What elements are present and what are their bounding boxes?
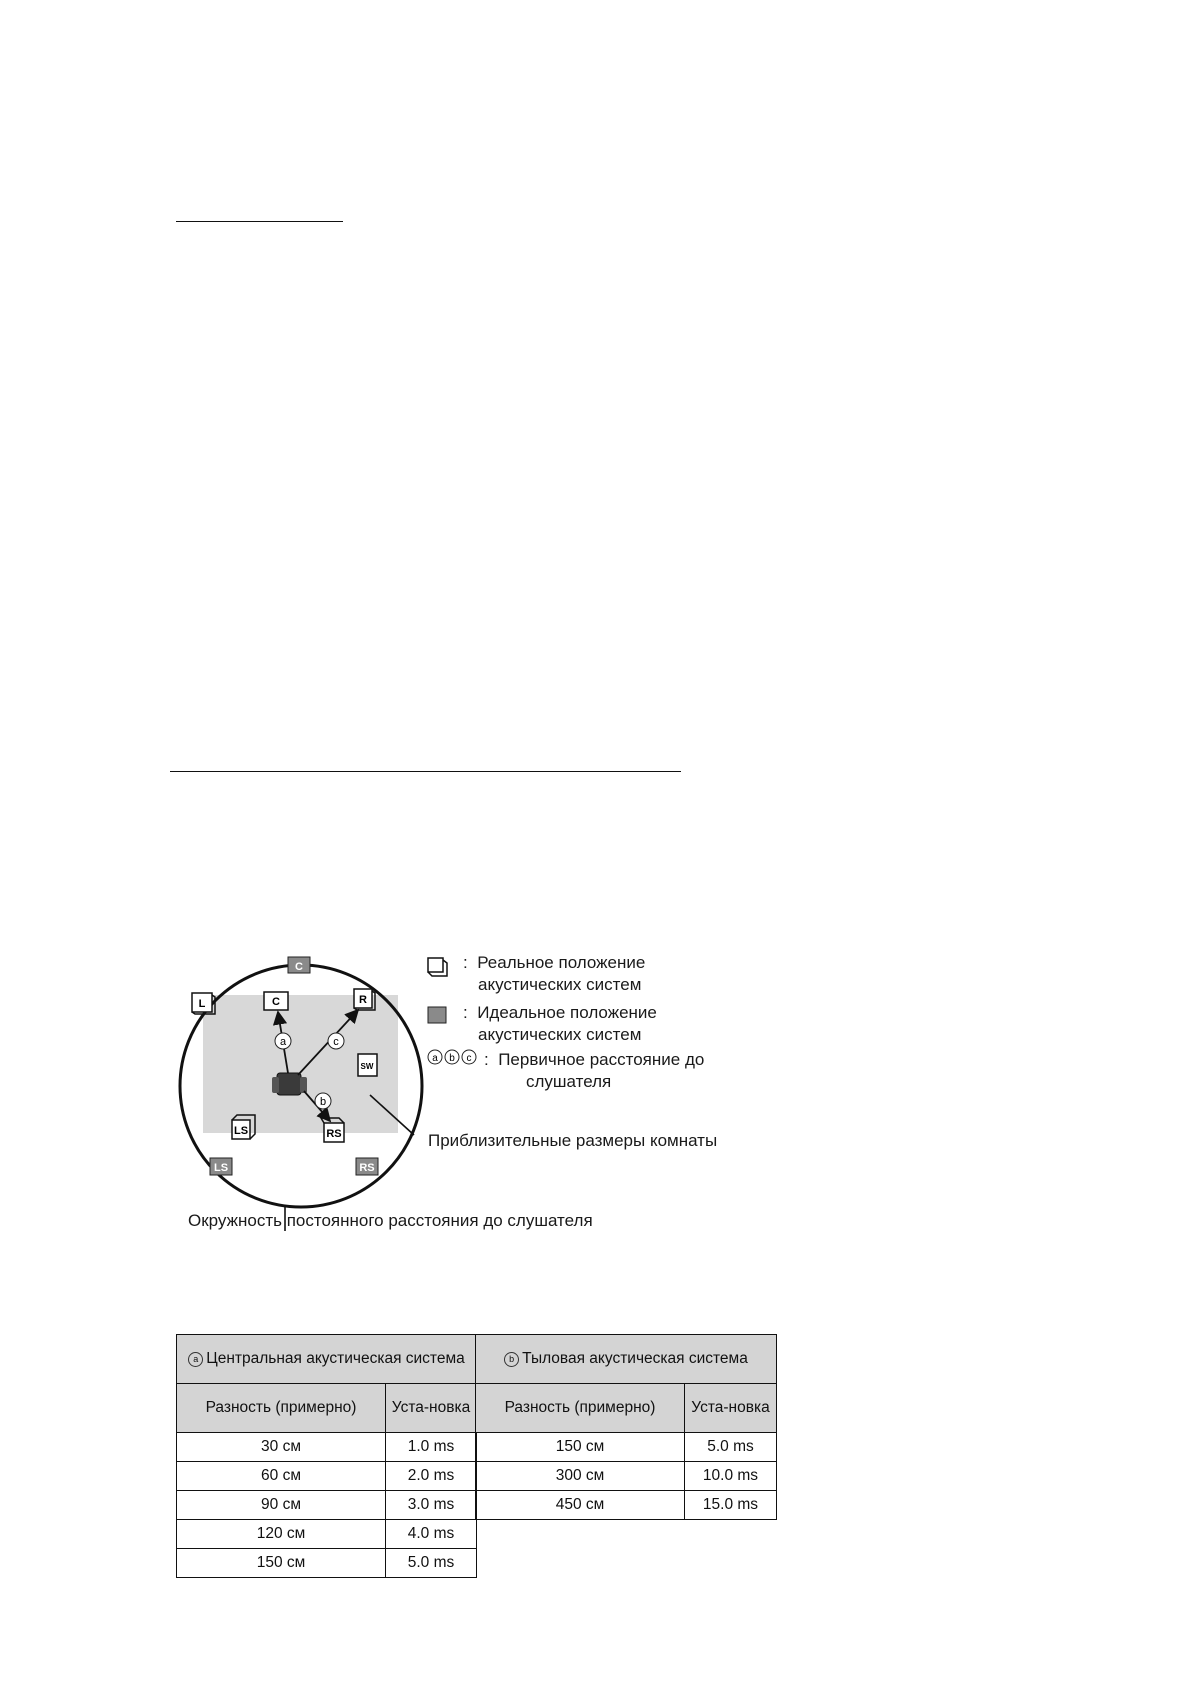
mark-b — [315, 1093, 331, 1109]
speaker-r-label: R — [359, 994, 367, 1006]
svg-text:a: a — [432, 1053, 438, 1064]
center-delay-table — [176, 1334, 477, 1578]
speaker-ls-ideal-label: LS — [213, 1162, 229, 1174]
table-row: 150 см 5.0 ms — [177, 1549, 477, 1578]
legend-actual-icon — [428, 958, 447, 976]
table-row: 90 см 3.0 ms — [177, 1491, 477, 1520]
table-row: 60 см 2.0 ms — [177, 1462, 477, 1491]
center-table-title: a Центральная акустическая система — [177, 1335, 477, 1384]
speaker-rs-ideal-label: RS — [359, 1162, 375, 1174]
mark-c-label: c — [333, 1036, 339, 1048]
mark-c — [328, 1033, 344, 1049]
mark-b-label: b — [319, 1096, 327, 1108]
rear-table-title: b Тыловая акустическая система — [476, 1335, 777, 1384]
svg-text:c: c — [466, 1053, 472, 1064]
legend-actual-text: : Реальное положение акустических систем — [463, 953, 646, 994]
speaker-sw — [358, 1054, 377, 1076]
legend-ideal-icon — [428, 1007, 446, 1023]
room-size-label: Приблизительные размеры комнаты — [428, 1131, 718, 1150]
mark-a-label: a — [279, 1036, 287, 1048]
speaker-sw-label: SW — [360, 1062, 374, 1071]
rear-delay-table — [475, 1334, 777, 1520]
speaker-ls-real-label: LS — [233, 1125, 249, 1137]
legend-ideal-text: : Идеальное положение акустических систем — [463, 1003, 657, 1044]
mark-a — [275, 1033, 291, 1049]
heading-rule-1 — [176, 221, 343, 222]
table-row: 300 см 10.0 ms — [476, 1462, 777, 1491]
legend-distance-text: : Первичное расстояние до слушателя — [484, 1050, 705, 1091]
speaker-ls-ideal — [210, 1158, 232, 1175]
speaker-l-label: L — [198, 998, 206, 1010]
table-row: 450 см 15.0 ms — [476, 1491, 777, 1520]
rear-col-set: Уста-новка — [685, 1384, 777, 1433]
speaker-l — [192, 993, 215, 1014]
speaker-rs-real-label: RS — [326, 1128, 342, 1140]
speaker-c-real-label: C — [272, 996, 280, 1008]
table-row: 150 см 5.0 ms — [476, 1433, 777, 1462]
svg-text:b: b — [449, 1053, 455, 1064]
center-col-set: Уста-новка — [386, 1384, 477, 1433]
legend-marks-icons — [428, 1050, 476, 1064]
center-col-diff: Разность (примерно) — [177, 1384, 386, 1433]
heading-rule-2 — [170, 771, 681, 772]
speaker-c-ideal — [288, 957, 310, 973]
speaker-c-real — [264, 992, 288, 1010]
rear-col-diff: Разность (примерно) — [476, 1384, 685, 1433]
speaker-rs-ideal — [356, 1158, 378, 1175]
circle-label: Окружность постоянного расстояния до слушателя — [188, 1211, 593, 1230]
table-row: 120 см 4.0 ms — [177, 1520, 477, 1549]
speaker-r — [354, 989, 375, 1010]
table-row: 30 см 1.0 ms — [177, 1433, 477, 1462]
speaker-c-ideal-label: C — [295, 961, 303, 973]
